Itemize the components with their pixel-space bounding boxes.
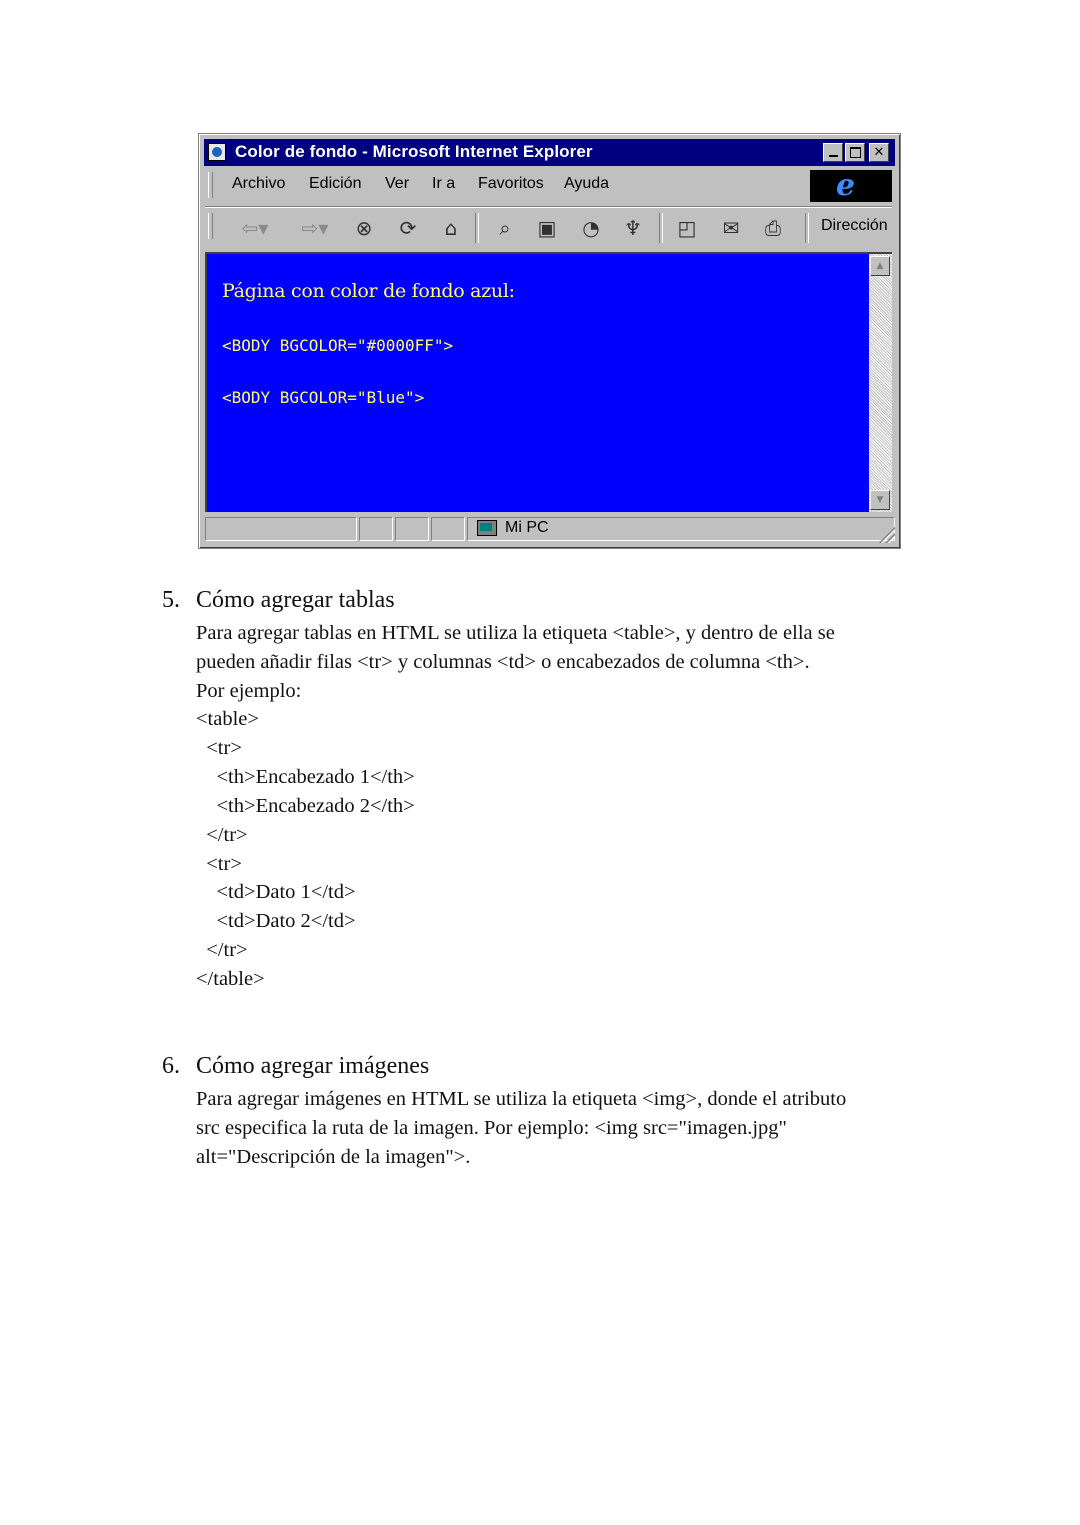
code-line: <tr> [196, 736, 242, 759]
section-6-heading [162, 1053, 429, 1080]
channels-button[interactable] [617, 214, 649, 242]
mail-icon: ✉ [722, 216, 740, 240]
refresh-icon: ⟳ [399, 216, 417, 240]
paragraph-line: Para agregar imágenes en HTML se utiliza la etiqueta <img>, donde el atributo [196, 1088, 847, 1110]
stop-icon: ⊗ [355, 216, 373, 240]
page-content [205, 252, 869, 512]
section-5-heading [162, 587, 395, 614]
toolbar-separator [805, 213, 809, 243]
print-button[interactable] [757, 214, 789, 242]
scroll-up-icon: ▲ [876, 261, 884, 271]
menu-ver[interactable]: Ver [385, 175, 410, 192]
back-button[interactable] [233, 214, 277, 242]
address-label: Dirección [821, 217, 888, 234]
section-6-paragraph [196, 1085, 926, 1172]
window-title: Color de fondo - Microsoft Internet Explorer [235, 142, 593, 161]
section-title: Cómo agregar tablas [196, 587, 395, 613]
minimize-button[interactable] [823, 143, 843, 162]
stop-button[interactable] [349, 214, 379, 242]
status-bar [205, 516, 895, 543]
section-5-paragraph [196, 619, 926, 706]
menu-grip [208, 172, 213, 198]
forward-arrow-icon: ⇨▾ [301, 216, 329, 240]
scroll-up-button[interactable] [870, 256, 890, 276]
channels-icon: ♆ [624, 216, 642, 240]
history-button[interactable] [575, 214, 607, 242]
search-icon: ⌕ [499, 216, 511, 240]
ie-logo [810, 170, 892, 202]
code-line: </table> [196, 968, 265, 991]
home-icon: ⌂ [444, 216, 458, 240]
mail-button[interactable] [715, 214, 747, 242]
status-zone-text: Mi PC [505, 519, 549, 536]
home-button[interactable] [435, 214, 467, 242]
section-title: Cómo agregar imágenes [196, 1053, 430, 1079]
status-cell [205, 517, 357, 541]
favorites-button[interactable] [531, 214, 563, 242]
paragraph-line: Por ejemplo: [196, 680, 302, 702]
code-line: <tr> [196, 852, 242, 875]
paragraph-line: pueden añadir filas <tr> y columnas <td> o encabezados de columna <th>. [196, 651, 810, 673]
menu-favoritos[interactable]: Favoritos [478, 175, 544, 192]
fullscreen-button[interactable] [671, 214, 703, 242]
title-bar [204, 139, 895, 166]
close-icon: ✕ [873, 145, 885, 160]
toolbar-separator [659, 213, 663, 243]
content-code-hex: <BODY BGCOLOR="#0000FF"> [222, 336, 454, 355]
search-button[interactable] [489, 214, 521, 242]
fullscreen-icon: ◰ [677, 216, 697, 240]
status-cell [359, 517, 393, 541]
back-arrow-icon: ⇦▾ [241, 216, 269, 240]
scroll-down-icon: ▼ [876, 495, 884, 505]
section-number: 5. [162, 587, 180, 613]
ie-logo-icon: e [836, 168, 856, 203]
ie-page-icon [208, 143, 226, 161]
menu-edicion[interactable]: Edición [309, 175, 362, 192]
code-line: </tr> [196, 939, 248, 962]
code-line: </tr> [196, 823, 248, 846]
maximize-button[interactable] [845, 143, 865, 162]
toolbar-grip [208, 213, 213, 239]
paragraph-line: alt="Descripción de la imagen">. [196, 1146, 471, 1168]
print-icon: ⎙ [765, 216, 781, 240]
code-line: <table> [196, 708, 259, 730]
browser-window [198, 133, 901, 549]
refresh-button[interactable] [393, 214, 423, 242]
forward-button[interactable] [293, 214, 337, 242]
content-code-name: <BODY BGCOLOR="Blue"> [222, 388, 425, 407]
my-computer-icon [477, 520, 497, 536]
code-line: <th>Encabezado 1</th> [196, 765, 415, 788]
close-button[interactable] [869, 143, 889, 162]
code-line: <th>Encabezado 2</th> [196, 794, 415, 817]
table-code-example [196, 705, 415, 994]
maximize-icon [850, 147, 861, 158]
menu-bar [205, 170, 807, 200]
favorites-folder-icon: ▣ [537, 216, 557, 240]
menu-archivo[interactable]: Archivo [232, 175, 286, 192]
code-line: <td>Dato 2</td> [196, 910, 356, 933]
scroll-down-button[interactable] [870, 490, 890, 510]
toolbar [205, 206, 892, 247]
minimize-icon [829, 155, 838, 157]
code-line: <td>Dato 1</td> [196, 881, 356, 904]
paragraph-line: src especifica la ruta de la imagen. Por ejemplo: <img src="imagen.jpg" [196, 1117, 787, 1139]
history-icon: ◔ [582, 216, 600, 240]
paragraph-line: Para agregar tablas en HTML se utiliza la etiqueta <table>, y dentro de ella se [196, 622, 835, 644]
status-cell [395, 517, 429, 541]
menu-ir-a[interactable]: Ir a [432, 175, 456, 192]
menu-ayuda[interactable]: Ayuda [564, 175, 610, 192]
resize-grip[interactable] [879, 527, 895, 543]
vertical-scrollbar[interactable] [869, 252, 892, 512]
toolbar-separator [475, 213, 479, 243]
status-cell [431, 517, 465, 541]
content-heading: Página con color de fondo azul: [222, 280, 515, 302]
section-number: 6. [162, 1053, 180, 1079]
